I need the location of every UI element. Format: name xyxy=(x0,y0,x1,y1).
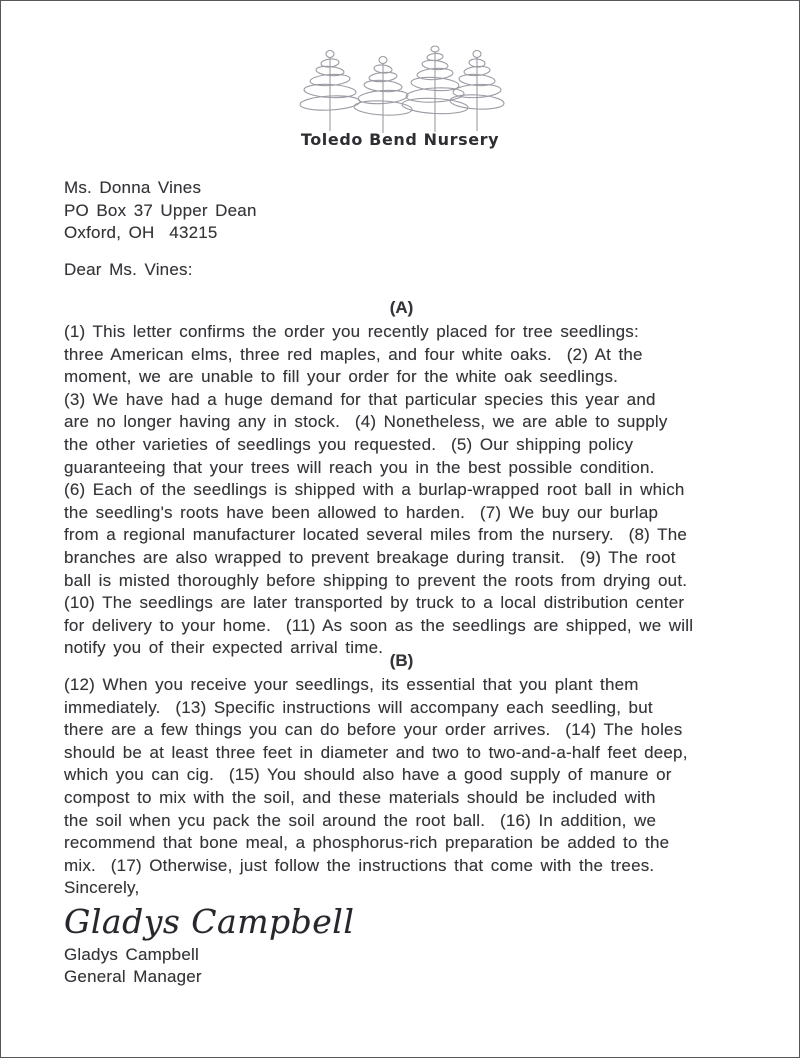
text-line: notify you of their expected arrival time. xyxy=(64,638,384,658)
text-line: the soil when ycu pack the soil around the root ball. (16) In addition, we xyxy=(64,810,657,830)
text-line: the other varieties of seedlings you requested. (5) Our shipping policy xyxy=(64,434,634,454)
text-line: (12) When you receive your seedlings, its essential that you plant them xyxy=(64,675,639,694)
text-line: branches are also wrapped to prevent breakage during transit. (9) The root xyxy=(64,547,676,567)
text-line: immediately. (13) Specific instructions will accompany each seedling, but xyxy=(64,697,653,717)
text-line: mix. (17) Otherwise, just follow the instructions that come with the trees. xyxy=(64,855,655,875)
text-line: Oxford, OH 43215 xyxy=(64,223,218,243)
text-line: PO Box 37 Upper Dean xyxy=(64,200,257,220)
section-b-paragraph xyxy=(64,674,739,877)
sender-title: General Manager xyxy=(64,967,202,987)
text-line: Ms. Donna Vines xyxy=(64,178,202,197)
text-line: guaranteeing that your trees will reach you in the best possible condition. xyxy=(64,457,655,477)
text-line: three American elms, three red maples, and four white oaks. (2) At the xyxy=(64,344,643,364)
text-line: (3) We have had a huge demand for that particular species this year and xyxy=(64,389,656,409)
nursery-logo xyxy=(1,43,799,149)
salutation: Dear Ms. Vines: xyxy=(64,260,193,279)
closing-block xyxy=(64,877,739,989)
text-line: (1) This letter confirms the order you recently placed for tree seedlings: xyxy=(64,322,639,341)
text-line: (6) Each of the seedlings is shipped with a burlap-wrapped root ball in which xyxy=(64,480,685,500)
text-line: for delivery to your home. (11) As soon as the seedlings are shipped, we will xyxy=(64,615,694,635)
text-line: (10) The seedlings are later transported by truck to a local distribution center xyxy=(64,593,685,613)
text-line: recommend that bone meal, a phosphorus-rich preparation be added to the xyxy=(64,833,670,853)
text-line: are no longer having any in stock. (4) Nonetheless, we are able to supply xyxy=(64,412,668,432)
valediction: Sincerely, xyxy=(64,878,140,897)
text-line: the seedling's roots have been allowed to harden. (7) We buy our burlap xyxy=(64,502,659,522)
text-line: which you can cig. (15) You should also have a good supply of manure or xyxy=(64,765,672,785)
logo-text: Toledo Bend Nursery xyxy=(300,130,500,149)
text-line: should be at least three feet in diameter and two to two-and-a-half feet deep, xyxy=(64,742,688,762)
text-line: moment, we are unable to fill your order for the white oak seedlings. xyxy=(64,367,619,387)
section-a-heading: (A) xyxy=(389,298,414,317)
section-b-heading: (B) xyxy=(389,651,414,670)
text-line: there are a few things you can do before your order arrives. (14) The holes xyxy=(64,720,683,740)
section-a-paragraph xyxy=(64,321,739,660)
text-line: ball is misted thoroughly before shipping to prevent the roots from drying out. xyxy=(64,570,688,590)
recipient-address xyxy=(64,177,739,245)
text-line: compost to mix with the soil, and these materials should be included with xyxy=(64,787,656,807)
text-line: from a regional manufacturer located several miles from the nursery. (8) The xyxy=(64,525,688,545)
handwritten-signature: Gladys Campbell xyxy=(64,901,355,941)
pine-trees-logo-icon xyxy=(295,43,505,137)
typed-name: Gladys Campbell xyxy=(64,944,199,964)
